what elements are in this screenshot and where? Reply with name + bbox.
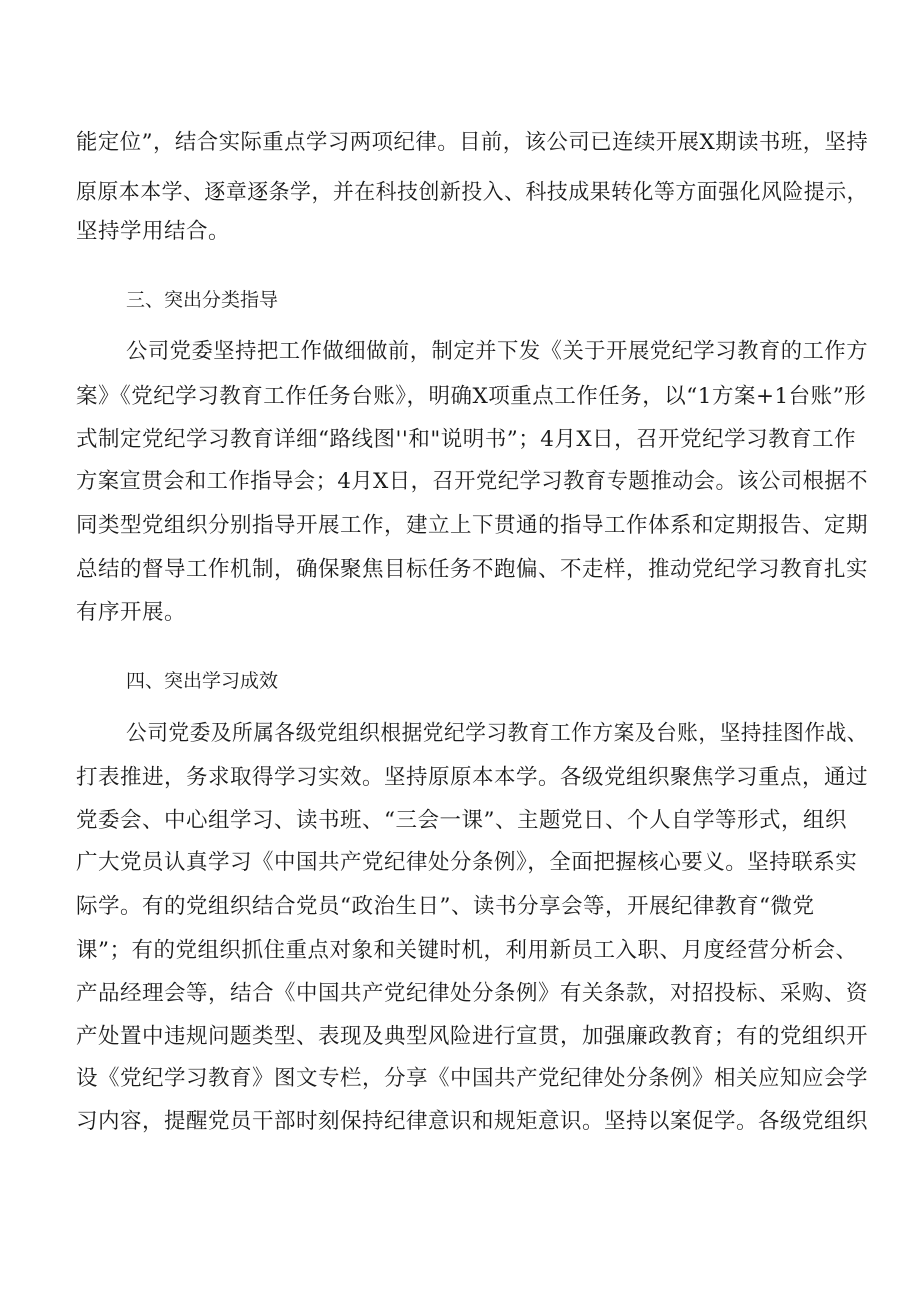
paragraph-line: 广大党员认真学习《中国共产党纪律处分条例》，全面把握核心要义。坚持联系实 bbox=[76, 850, 858, 875]
paragraph-line: 产品经理会等，结合《中国共产党纪律处分条例》有关条款，对招投标、采购、资 bbox=[76, 981, 869, 1006]
paragraph-line: 打表推进，务求取得学习实效。坚持原原本本学。各级党组织聚焦学习重点，通过 bbox=[76, 765, 869, 790]
section-heading: 三、突出分类指导 bbox=[126, 289, 279, 311]
paragraph-line: 坚持学用结合。 bbox=[76, 219, 231, 244]
section-heading: 四、突出学习成效 bbox=[126, 670, 279, 692]
paragraph-line: 设《党纪学习教育》图文专栏，分享《中国共产党纪律处分条例》相关应知应会学 bbox=[76, 1066, 869, 1091]
paragraph-line: 党委会、中心组学习、读书班、“三会一课”、主题党日、个人自学等形式，组织 bbox=[76, 808, 847, 833]
paragraph-line: 习内容，提醒党员干部时刻保持纪律意识和规矩意识。坚持以案促学。各级党组织 bbox=[76, 1109, 869, 1134]
paragraph-line: 有序开展。 bbox=[76, 600, 187, 625]
paragraph-line: 公司党委及所属各级党组织根据党纪学习教育工作方案及台账，坚持挂图作战、 bbox=[126, 721, 868, 746]
paragraph-line: 能定位”，结合实际重点学习两项纪律。目前，该公司已连续开展X期读书班，坚持 bbox=[76, 130, 869, 155]
paragraph-line: 原原本本学、逐章逐条学，并在科技创新投入、科技成果转化等方面强化风险提示， bbox=[76, 180, 869, 205]
paragraph-line: 同类型党组织分别指导开展工作，建立上下贯通的指导工作体系和定期报告、定期 bbox=[76, 513, 869, 538]
paragraph-line: 课”；有的党组织抓住重点对象和关键时机，利用新员工入职、月度经营分析会、 bbox=[76, 938, 858, 963]
paragraph-line: 案》《党纪学习教育工作任务台账》，明确X项重点工作任务，以“1方案+1台账”形 bbox=[76, 384, 867, 409]
paragraph-line: 总结的督导工作机制，确保聚焦目标任务不跑偏、不走样，推动党纪学习教育扎实 bbox=[76, 557, 869, 582]
paragraph-line: 际学。有的党组织结合党员“政治生日”、读书分享会等，开展纪律教育“微党 bbox=[76, 894, 815, 919]
paragraph-line: 公司党委坚持把工作做细做前，制定并下发《关于开展党纪学习教育的工作方 bbox=[126, 339, 869, 364]
paragraph-line: 方案宣贯会和工作指导会；4月X日，召开党纪学习教育专题推动会。该公司根据不 bbox=[76, 469, 868, 494]
paragraph-line: 产处置中违规问题类型、表现及典型风险进行宣贯，加强廉政教育；有的党组织开 bbox=[76, 1024, 869, 1049]
paragraph-line: 式制定党纪学习教育详细“路线图''和"说明书”；4月X日，召开党纪学习教育工作 bbox=[76, 427, 857, 452]
